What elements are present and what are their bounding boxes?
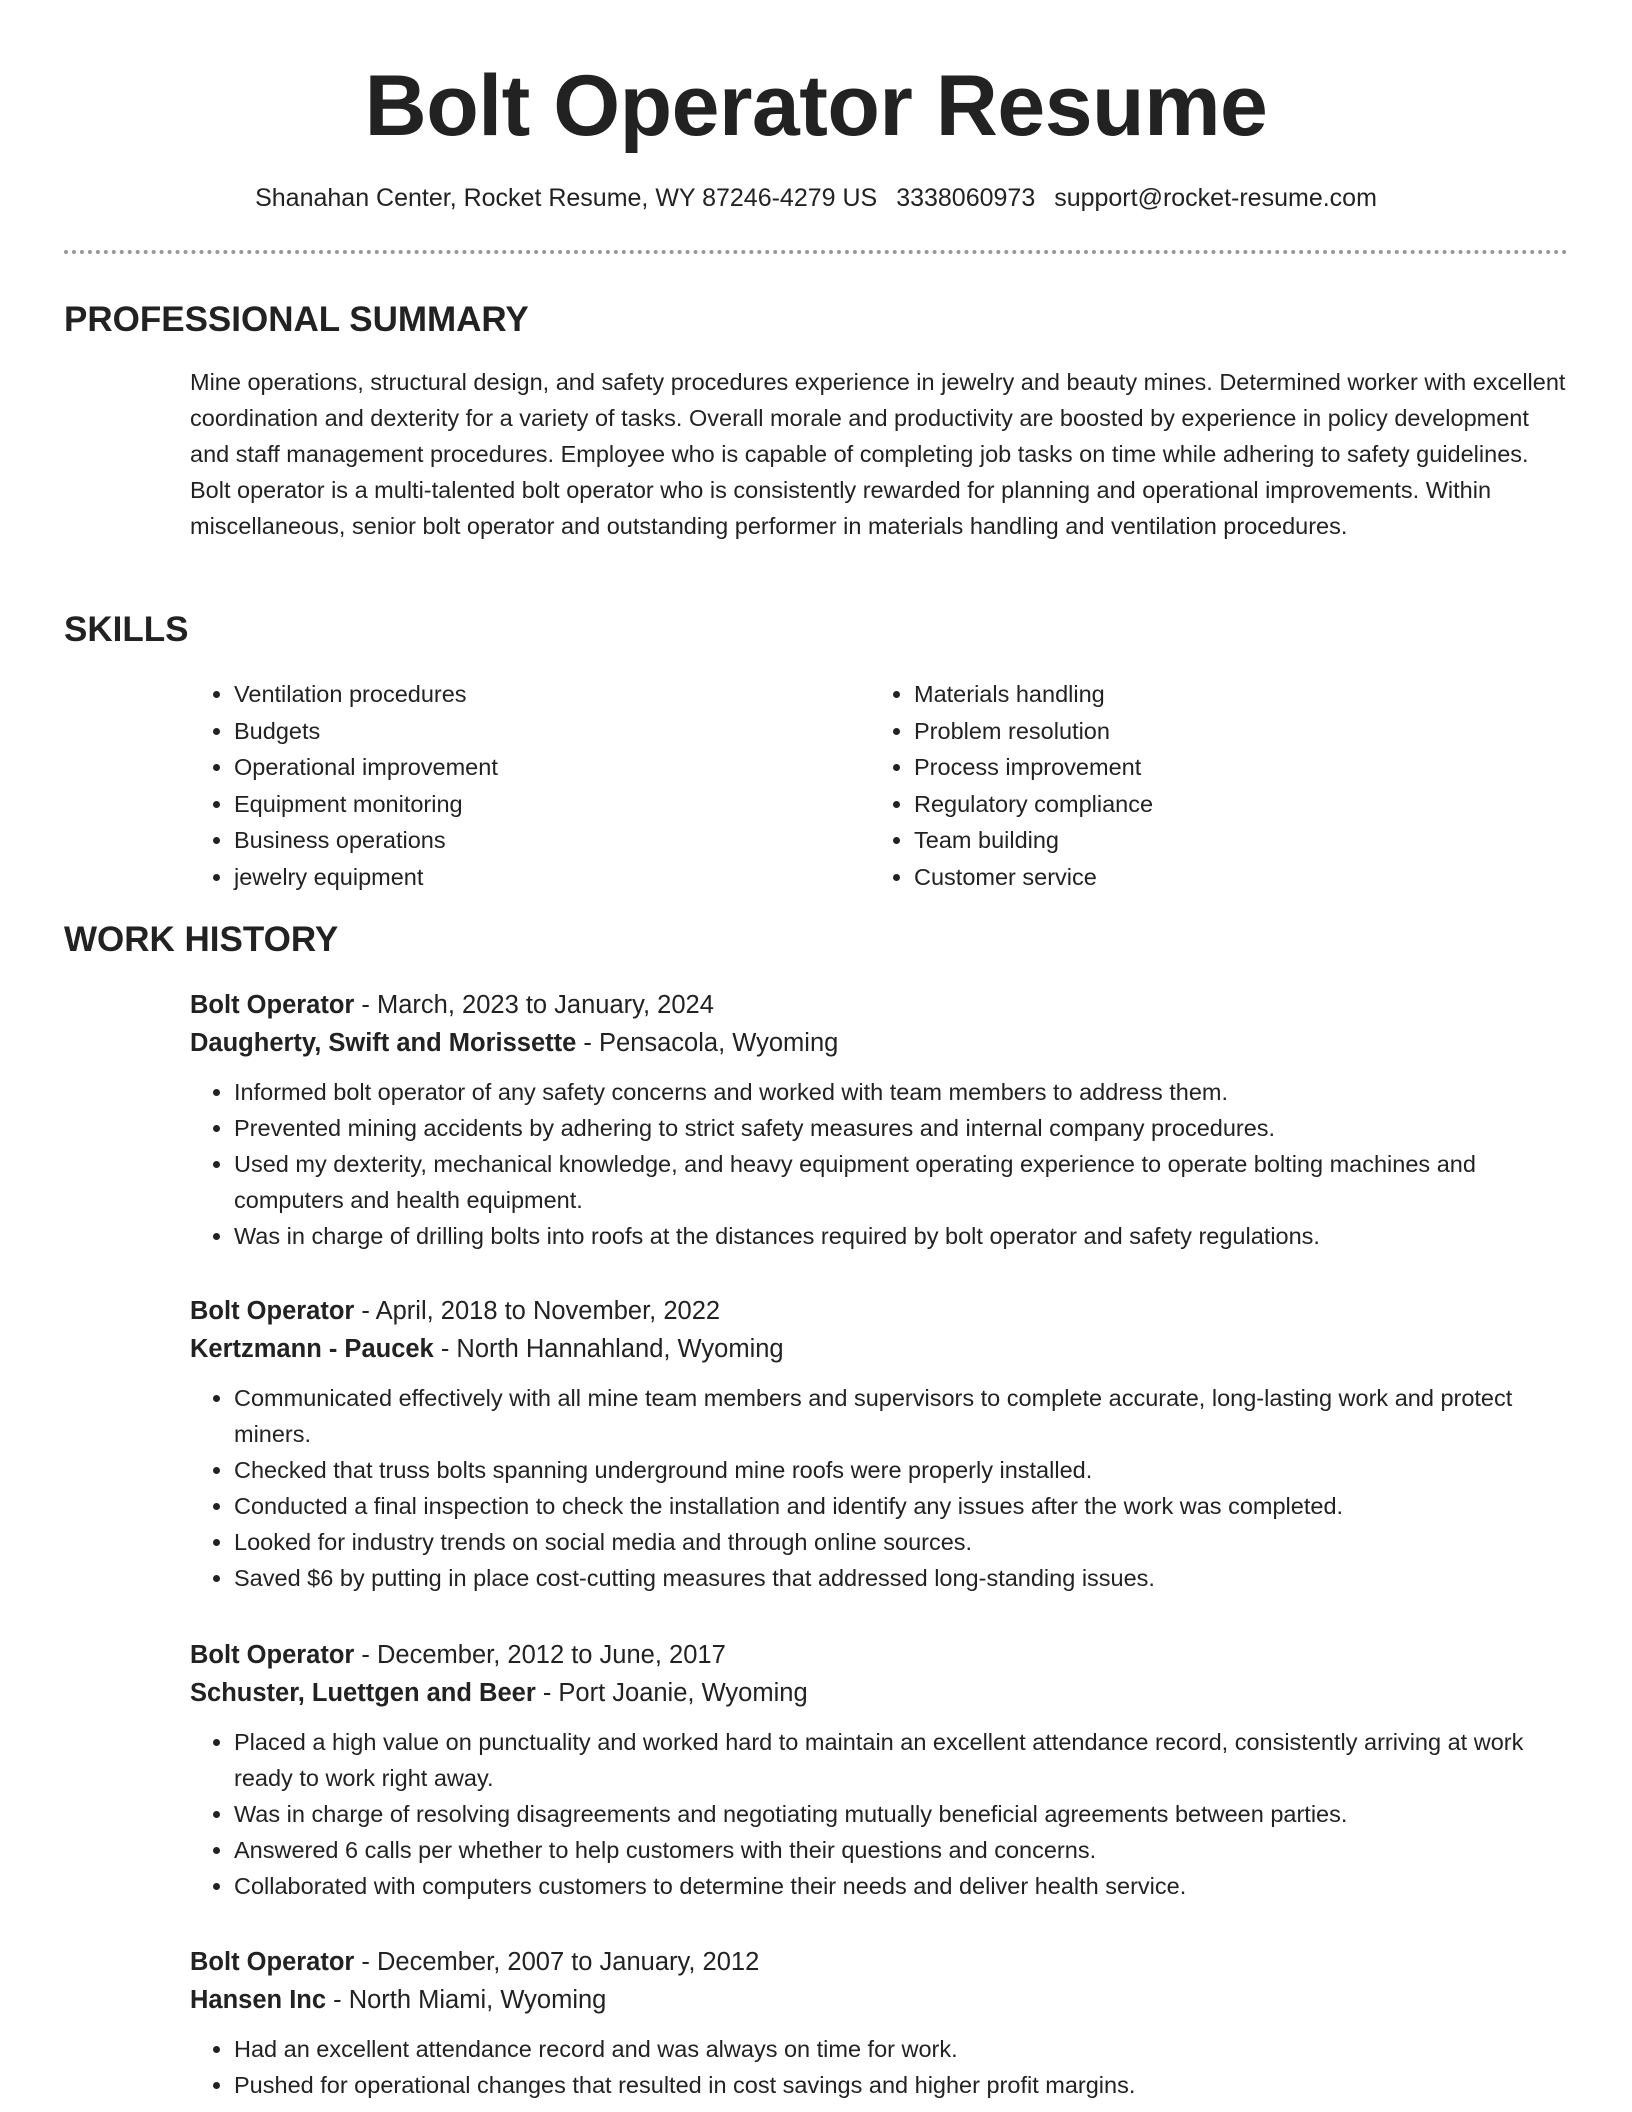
job-entry: [190, 1943, 1570, 2103]
job-title: Bolt Operator: [190, 1297, 355, 1325]
job-duty: • Used my dexterity, mechanical knowledge, and heavy equipment operating experience to operate bolting machines and computers and health equipment.: [234, 1146, 1570, 1218]
job-duty: • Answered 6 calls per whether to help customers with their questions and concerns.: [234, 1832, 1570, 1868]
contact-address: Shanahan Center, Rocket Resume, WY 87246-4279 US: [255, 184, 878, 212]
job-dates: - March, 2023 to January, 2024: [354, 991, 714, 1019]
job-dates: - December, 2012 to June, 2017: [354, 1641, 726, 1669]
job-dates: - April, 2018 to November, 2022: [354, 1297, 721, 1325]
skill-item: • Materials handling: [914, 676, 1153, 713]
job-duty: • Collaborated with computers customers to determine their needs and deliver health service.: [234, 1868, 1570, 1904]
contact-email: support@rocket-resume.com: [1054, 184, 1377, 212]
job-location: - North Hannahland, Wyoming: [433, 1335, 784, 1363]
job-title: Bolt Operator: [190, 1948, 355, 1976]
job-company: Kertzmann - Paucek: [190, 1335, 434, 1363]
job-title-line: [190, 1636, 1570, 1674]
skill-item: • Problem resolution: [914, 713, 1153, 750]
job-title-line: [190, 1943, 1570, 1981]
job-duty: • Prevented mining accidents by adhering to strict safety measures and internal company procedures.: [234, 1110, 1570, 1146]
job-duty: • Saved $6 by putting in place cost-cutting measures that addressed long-standing issues.: [234, 1560, 1570, 1596]
job-duty: • Informed bolt operator of any safety concerns and worked with team members to address them.: [234, 1074, 1570, 1110]
skills-column-left: [190, 676, 498, 895]
skill-item: • Team building: [914, 822, 1153, 859]
job-duties: [190, 1074, 1570, 1254]
skill-item: • jewelry equipment: [234, 859, 498, 896]
job-duties: [190, 2031, 1570, 2103]
skill-item: • Equipment monitoring: [234, 786, 498, 823]
job-duties: [190, 1724, 1570, 1904]
job-company-line: [190, 1024, 1570, 1062]
job-title-line: [190, 1292, 1570, 1330]
job-duty: • Was in charge of resolving disagreements and negotiating mutually beneficial agreements between parties.: [234, 1796, 1570, 1832]
job-duty: • Checked that truss bolts spanning underground mine roofs were properly installed.: [234, 1452, 1570, 1488]
job-location: - North Miami, Wyoming: [326, 1986, 607, 2014]
job-title: Bolt Operator: [190, 991, 355, 1019]
skill-item: • Process improvement: [914, 749, 1153, 786]
skill-item: • Operational improvement: [234, 749, 498, 786]
job-location: - Port Joanie, Wyoming: [535, 1679, 808, 1707]
job-company: Hansen Inc: [190, 1986, 327, 2014]
job-duty: • Communicated effectively with all mine team members and supervisors to complete accurate, long-lasting work and protect miners.: [234, 1380, 1570, 1452]
job-company-line: [190, 1330, 1570, 1368]
skill-item: • Ventilation procedures: [234, 676, 498, 713]
job-location: - Pensacola, Wyoming: [576, 1029, 839, 1057]
contact-line: [0, 180, 1632, 216]
skill-item: • Budgets: [234, 713, 498, 750]
contact-phone: 3338060973: [896, 184, 1036, 212]
job-duty: • Had an excellent attendance record and was always on time for work.: [234, 2031, 1570, 2067]
skill-item: • Customer service: [914, 859, 1153, 896]
skills-heading: SKILLS: [64, 610, 189, 649]
summary-text: Mine operations, structural design, and safety procedures experience in jewelry and beauty mines. Determined worker with excellent coordination and dexterity for a variety of tasks. Overall morale and productivity are boosted by experience in policy development and staff management procedures. Employee who is capable of completing job tasks on time while adhering to safety guidelines. Bolt operator is a multi-talented bolt operator who is consistently rewarded for planning and operational improvements. Within miscellaneous, senior bolt operator and outstanding performer in materials handling and ventilation procedures.: [190, 369, 1566, 539]
job-title-line: [190, 986, 1570, 1024]
resume-title: Bolt Operator Resume: [364, 58, 1268, 154]
job-entry: [190, 1636, 1570, 1904]
dotted-divider: [64, 250, 1568, 254]
job-company: Schuster, Luettgen and Beer: [190, 1679, 536, 1707]
work-history-heading: WORK HISTORY: [64, 920, 339, 959]
job-duty: • Looked for industry trends on social media and through online sources.: [234, 1524, 1570, 1560]
job-entry: [190, 1292, 1570, 1596]
job-duty: • Conducted a final inspection to check the installation and identify any issues after the work was completed.: [234, 1488, 1570, 1524]
job-duty: • Was in charge of drilling bolts into roofs at the distances required by bolt operator and safety regulations.: [234, 1218, 1570, 1254]
job-company-line: [190, 1674, 1570, 1712]
job-company: Daugherty, Swift and Morissette: [190, 1029, 577, 1057]
summary-heading: PROFESSIONAL SUMMARY: [64, 300, 529, 339]
skill-item: • Business operations: [234, 822, 498, 859]
job-dates: - December, 2007 to January, 2012: [354, 1948, 760, 1976]
job-duty: • Pushed for operational changes that resulted in cost savings and higher profit margins.: [234, 2067, 1570, 2103]
skills-column-right: [870, 676, 1153, 895]
job-company-line: [190, 1981, 1570, 2019]
job-duty: • Placed a high value on punctuality and worked hard to maintain an excellent attendance record, consistently arriving at work ready to work right away.: [234, 1724, 1570, 1796]
job-duties: [190, 1380, 1570, 1596]
job-title: Bolt Operator: [190, 1641, 355, 1669]
job-entry: [190, 986, 1570, 1254]
skill-item: • Regulatory compliance: [914, 786, 1153, 823]
